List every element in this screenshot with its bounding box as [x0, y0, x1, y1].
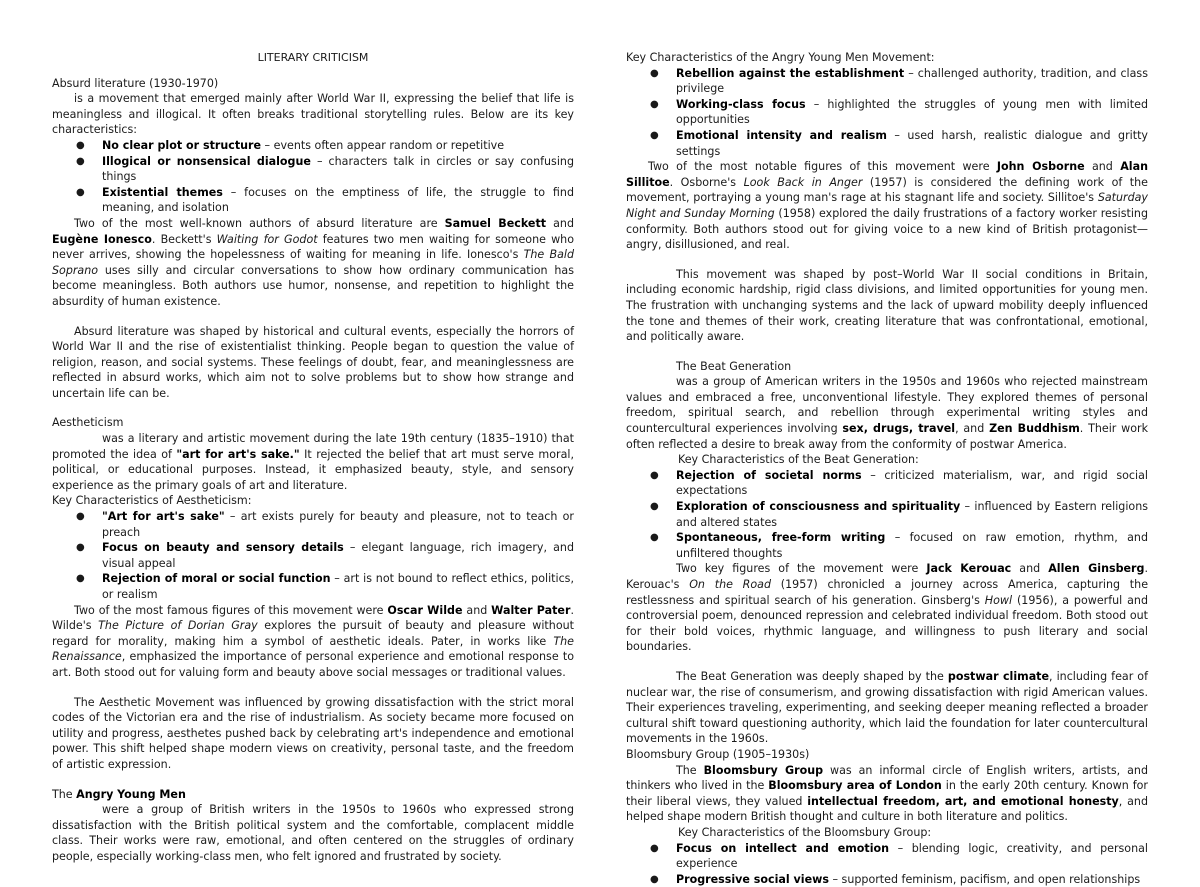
- bloomsbury-heading: Bloomsbury Group (1905–1930s): [626, 747, 1148, 763]
- page-title: LITERARY CRITICISM: [52, 50, 574, 66]
- list-item: ● Focus on beauty and sensory details – elegant language, rich imagery, and visual appeal: [52, 540, 574, 571]
- right-column: [626, 50, 1148, 887]
- beat-key-heading: Key Characteristics of the Beat Generation:: [626, 452, 1148, 468]
- bloomsbury-key-heading: Key Characteristics of the Bloomsbury Group:: [626, 825, 1148, 841]
- beat-authors-paragraph: Two key figures of the movement were Jack Kerouac and Allen Ginsberg. Kerouac's On the Road (1957) chronicled a journey across America, capturing the restlessness and spiritual search of his generation. Ginsberg's Howl (1956), a powerful and controversial poem, denounced repression and celebrated individual freedom. Both stood out for their bold voices, rhythmic language, and willingness to push literary and social boundaries.: [626, 561, 1148, 655]
- angry-young-men-heading: The Angry Young Men: [52, 787, 574, 803]
- aestheticism-context-paragraph: The Aesthetic Movement was influenced by growing dissatisfaction with the strict moral codes of the Victorian era and the rise of industrialism. As society became more focused on utility and progress, aesthetes pushed back by celebrating art's independence and emotional power. This shift helped shape modern views on creativity, personal taste, and the freedom of artistic expression.: [52, 695, 574, 773]
- aestheticism-authors-paragraph: Two of the most famous figures of this movement were Oscar Wilde and Walter Pater. Wilde's The Picture of Dorian Gray explores the pursuit of beauty and pleasure without regard for morality, making him a symbol of aesthetic ideals. Pater, in works like The Renaissance, emphasized the importance of personal experience and emotional response to art. Both stood out for valuing form and beauty above social messages or traditional values.: [52, 603, 574, 681]
- angry-list: [626, 66, 1148, 160]
- list-item: ● Rebellion against the establishment – challenged authority, tradition, and class privilege: [626, 66, 1148, 97]
- bullet-icon: ●: [650, 128, 659, 144]
- list-item: ● Rejection of moral or social function – art is not bound to reflect ethics, politics, or realism: [52, 571, 574, 602]
- bullet-icon: ●: [650, 468, 659, 484]
- bullet-icon: ●: [76, 185, 85, 201]
- left-column: [52, 50, 574, 865]
- list-item: ● Spontaneous, free-form writing – focused on raw emotion, rhythm, and unfiltered thoughts: [626, 530, 1148, 561]
- bloomsbury-list: [626, 841, 1148, 887]
- bullet-icon: ●: [650, 530, 659, 546]
- angry-authors-paragraph: Two of the most notable figures of this movement were John Osborne and Alan Sillitoe. Osborne's Look Back in Anger (1957) is considered the defining work of the movement, portraying a young man's rage at his stagnant life and society. Sillitoe's Saturday Night and Sunday Morning (1958) explored the daily frustrations of a factory worker resisting conformity. Both authors stood out for giving voice to a new kind of British protagonist—angry, disillusioned, and real.: [626, 159, 1148, 253]
- aestheticism-list: [52, 509, 574, 603]
- angry-context-paragraph: This movement was shaped by post–World War II social conditions in Britain, including economic hardship, rigid class divisions, and limited opportunities for young men. The frustration with unchanging systems and the lack of upward mobility deeply influenced the tone and themes of their work, creating literature that was confrontational, emotional, and politically aware.: [626, 267, 1148, 345]
- absurd-intro: is a movement that emerged mainly after World War II, expressing the belief that life is meaningless and illogical. It often breaks traditional storytelling rules. Below are its key characteristics:: [52, 91, 574, 138]
- absurd-authors-paragraph: Two of the most well-known authors of absurd literature are Samuel Beckett and Eugène Ionesco. Beckett's Waiting for Godot features two men waiting for someone who never arrives, showing the hopelessness of waiting for meaning in life. Ionesco's The Bald Soprano uses silly and circular conversations to show how ordinary communication has become meaningless. Both authors use humor, nonsense, and repetition to highlight the absurdity of human existence.: [52, 216, 574, 310]
- list-item: ● Rejection of societal norms – criticized materialism, war, and rigid social expectations: [626, 468, 1148, 499]
- bullet-icon: ●: [650, 841, 659, 857]
- aestheticism-key-heading: Key Characteristics of Aestheticism:: [52, 493, 574, 509]
- angry-key-heading: Key Characteristics of the Angry Young Men Movement:: [626, 50, 1148, 66]
- beat-list: [626, 468, 1148, 562]
- beat-context-paragraph: The Beat Generation was deeply shaped by the postwar climate, including fear of nuclear war, the rise of consumerism, and growing dissatisfaction with rigid American values. Their experiences traveling, experimenting, and seeking deeper meaning reflected a broader cultural shift toward questioning authority, which laid the foundation for later countercultural movements in the 1960s.: [626, 669, 1148, 747]
- bullet-icon: ●: [650, 499, 659, 515]
- absurd-list: [52, 138, 574, 216]
- beat-intro: was a group of American writers in the 1950s and 1960s who rejected mainstream values and embraced a free, unconventional lifestyle. They explored themes of personal freedom, spiritual search, and rebellion through experimental writing styles and countercultural experiences involving sex, drugs, travel, and Zen Buddhism. Their work often reflected a desire to break away from the conformity of postwar America.: [626, 374, 1148, 452]
- bullet-icon: ●: [76, 154, 85, 170]
- list-item: ● Focus on intellect and emotion – blending logic, creativity, and personal experience: [626, 841, 1148, 872]
- list-item: ● Existential themes – focuses on the emptiness of life, the struggle to find meaning, and isolation: [52, 185, 574, 216]
- bullet-icon: ●: [650, 97, 659, 113]
- bullet-icon: ●: [650, 66, 659, 82]
- beat-heading: The Beat Generation: [626, 359, 1148, 375]
- absurd-heading: Absurd literature (1930-1970): [52, 76, 574, 92]
- bullet-icon: ●: [76, 509, 85, 525]
- list-item: ● Progressive social views – supported feminism, pacifism, and open relationships: [626, 872, 1148, 887]
- bullet-icon: ●: [76, 571, 85, 587]
- aestheticism-intro: was a literary and artistic movement during the late 19th century (1835–1910) that promoted the idea of "art for art's sake." It rejected the belief that art must serve moral, political, or educational purposes. Instead, it emphasized beauty, style, and sensory experience as the primary goals of art and literature.: [52, 431, 574, 493]
- list-item: ● Emotional intensity and realism – used harsh, realistic dialogue and gritty settings: [626, 128, 1148, 159]
- list-item: ● "Art for art's sake" – art exists purely for beauty and pleasure, not to teach or preach: [52, 509, 574, 540]
- absurd-context-paragraph: Absurd literature was shaped by historical and cultural events, especially the horrors of World War II and the rise of existentialist thinking. People began to question the value of religion, reason, and social systems. These feelings of doubt, fear, and meaninglessness are reflected in absurd works, which aim not to solve problems but to show how strange and uncertain life can be.: [52, 324, 574, 402]
- list-item: ● Illogical or nonsensical dialogue – characters talk in circles or say confusing things: [52, 154, 574, 185]
- angry-young-men-intro: were a group of British writers in the 1950s to 1960s who expressed strong dissatisfaction with the British political system and the comfortable, complacent middle class. Their works were raw, emotional, and often centered on the struggles of ordinary people, especially working-class men, who felt ignored and frustrated by society.: [52, 802, 574, 864]
- bloomsbury-intro: The Bloomsbury Group was an informal circle of English writers, artists, and thinkers who lived in the Bloomsbury area of London in the early 20th century. Known for their liberal views, they valued intellectual freedom, art, and emotional honesty, and helped shape modern British thought and culture in both literature and politics.: [626, 763, 1148, 825]
- bullet-icon: ●: [76, 540, 85, 556]
- aestheticism-heading: Aestheticism: [52, 415, 574, 431]
- list-item: ● Exploration of consciousness and spirituality – influenced by Eastern religions and altered states: [626, 499, 1148, 530]
- bullet-icon: ●: [650, 872, 659, 887]
- bullet-icon: ●: [76, 138, 85, 154]
- list-item: ● No clear plot or structure – events often appear random or repetitive: [52, 138, 574, 154]
- list-item: ● Working-class focus – highlighted the struggles of young men with limited opportunities: [626, 97, 1148, 128]
